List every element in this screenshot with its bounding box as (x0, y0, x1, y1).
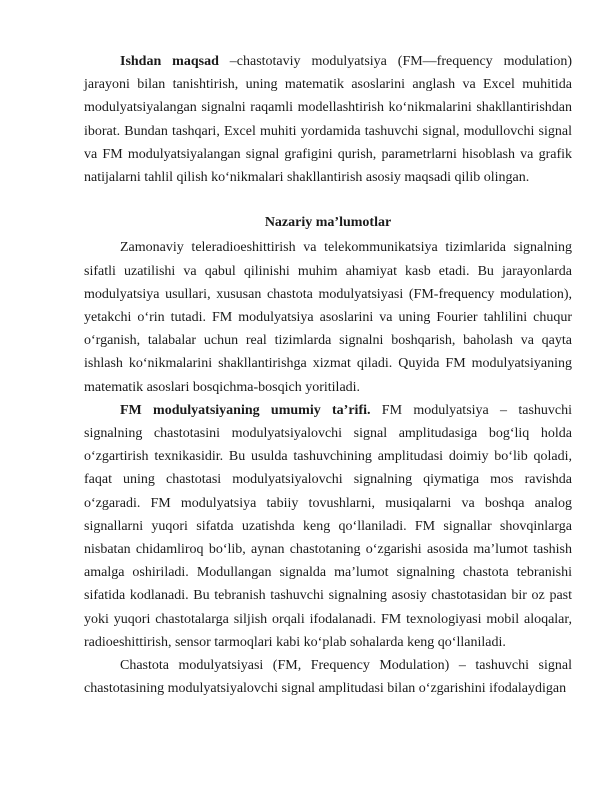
document-page (84, 50, 572, 700)
theory-paragraph-2 (84, 399, 572, 654)
intro-text: –chastotaviy modulyatsiya (FM—frequency modulation) jarayoni bilan tanishtirish, uning matematik asoslarini anglash va Excel muhitida modulyatsiyalangan signalni raqamli modellashtirish koʻnikmalarini shakllantirishdan iborat. Bundan tashqari, Excel muhiti yordamida tashuvchi signal, modullovchi signal va FM modulyatsiyalangan signal grafigini qurish, parametrlarni hisoblash va grafik natijalarni tahlil qilish koʻnikmalari shakllantirish asosiy maqsadi qilib olingan. (84, 54, 572, 186)
theory-paragraph-1: Zamonaviy teleradioeshittirish va telekommunikatsiya tizimlarida signalning sifatli uzatilishi va qabul qilinishi muhim ahamiyat kasb etadi. Bu jarayonlarda modulyatsiya usullari, xususan chastota modulyatsiyasi (FM-frequency modulation), yetakchi oʻrin tutadi. FM modulyatsiya asoslarini va uning Fourier tahlilini chuqur oʻrganish, talabalar uchun real tizimlarda signalni boshqarish, baholash va qayta ishlash koʻnikmalarini shakllantirishga xizmat qiladi. Quyida FM modulyatsiyaning matematik asoslari bosqichma-bosqich yoritiladi. (84, 240, 572, 395)
intro-paragraph (84, 50, 572, 189)
intro-lead: Ishdan maqsad (120, 54, 219, 69)
theory-paragraph-3: Chastota modulyatsiyasi (FM, Frequency Modulation) – tashuvchi signal chastotasining modulyatsiyalovchi signal amplitudasi bilan oʻzgarishini ifodalaydigan (84, 658, 572, 697)
fm-definition-text: FM modulyatsiya – tashuvchi signalning chastotasini modulyatsiyalovchi signal amplitudasiga bogʻliq holda oʻzgartirish texnikasidir. Bu usulda tashuvchining amplitudasi doimiy boʻlib qoladi, faqat uning chastotasi modulyatsiyalovchi signalning qiymatiga mos ravishda oʻzgaradi. FM modulyatsiya tabiiy tovushlarni, musiqalarni va boshqa analog signallarni yuqori sifatda uzatishda keng qoʻllaniladi. FM signallar shovqinlarga nisbatan chidamliroq boʻlib, aynan chastotaning oʻzgarishi asosida maʼlumot tashish amalga oshiriladi. Modullangan signalda maʼlumot signalning chastota tebranishi sifatida kodlanadi. Bu tebranish tashuvchi signalning asosiy chastotasidan bir oz past yoki yuqori chastotalarga siljish orqali ifodalanadi. FM texnologiyasi mobil aloqalar, radioeshittirish, sensor tarmoqlari kabi koʻplab sohalarda keng qoʻllaniladi. (84, 402, 572, 650)
section-title: Nazariy maʼlumotlar (264, 215, 392, 231)
fm-definition-lead: FM modulyatsiyaning umumiy taʼrifi. (120, 402, 371, 418)
